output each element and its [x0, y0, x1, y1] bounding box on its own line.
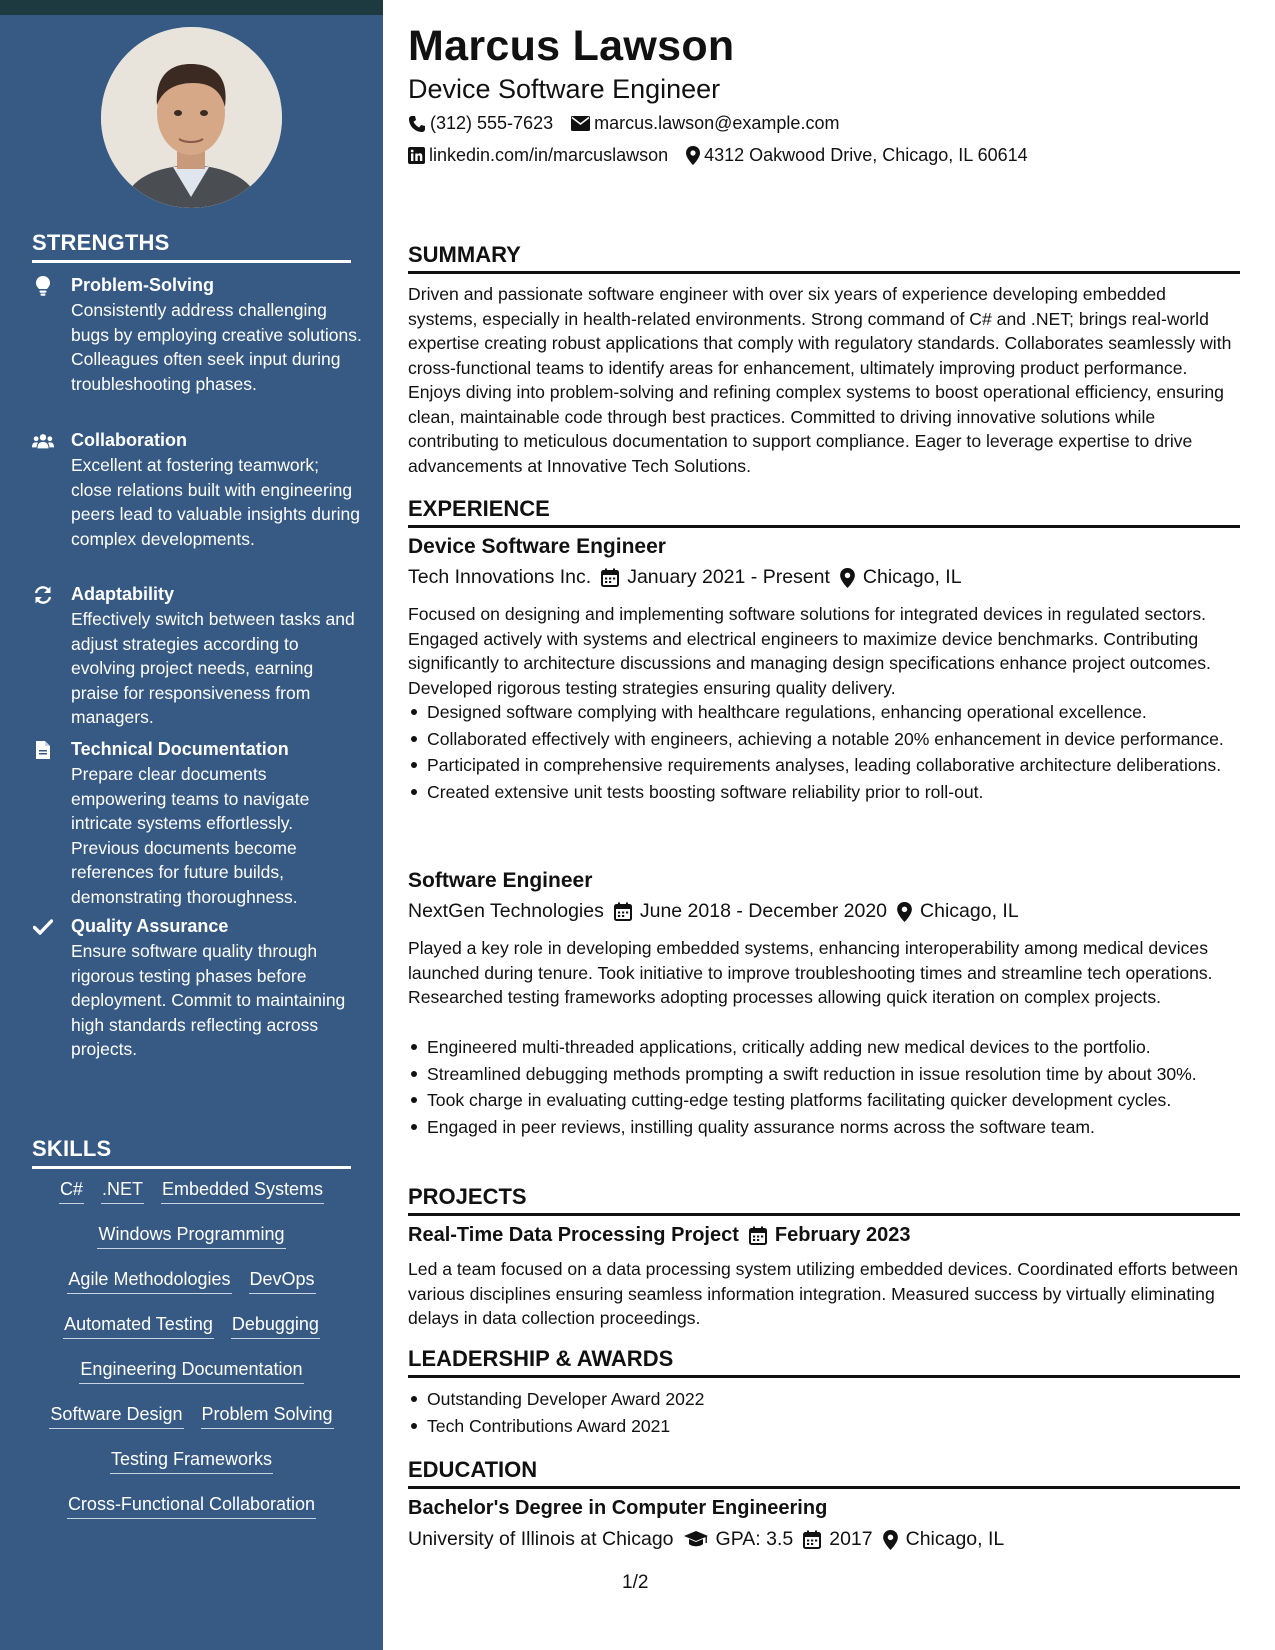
strength-desc: Prepare clear documents empowering teams to navigate intricate systems effortlessly. Previous documents become references for future builds, demonstrating thoroughness.: [71, 764, 310, 907]
users-icon: [32, 431, 54, 451]
project-date-text: February 2023: [774, 1224, 911, 1246]
list-item: Engineered multi-threaded applications, critically adding new medical devices to the portfolio.: [408, 1035, 1240, 1059]
awards-heading: LEADERSHIP & AWARDS: [408, 1346, 1240, 1378]
skill-row: [32, 1268, 351, 1313]
job-dates: [614, 900, 887, 923]
skill-row: [32, 1358, 351, 1403]
job-description: Focused on designing and implementing software solutions for integrated devices in regulated sectors. Engaged actively with systems and electrical engineers to maximize device benchmarks. Contributing significantly to architecture discussions and managing design specifications enhance project outcomes. Developed rigorous testing strategies ensuring quality delivery.: [408, 604, 1211, 698]
skill-tag: Automated Testing: [63, 1313, 214, 1339]
linkedin-icon: [408, 147, 425, 164]
skill-tag: Engineering Documentation: [79, 1358, 303, 1384]
list-item: Outstanding Developer Award 2022: [408, 1387, 1240, 1411]
strength-title: Collaboration: [71, 430, 187, 450]
gpa-text: GPA: 3.5: [715, 1528, 794, 1550]
skill-row: [32, 1223, 351, 1268]
calendar-icon: [803, 1530, 821, 1549]
contact-linkedin[interactable]: [408, 145, 668, 166]
project-date: [749, 1224, 911, 1247]
skill-tag: DevOps: [249, 1268, 316, 1294]
skill-tag: Embedded Systems: [161, 1178, 324, 1204]
job-meta: [408, 900, 1019, 923]
strength-title: Adaptability: [71, 584, 175, 604]
education-heading: EDUCATION: [408, 1457, 1240, 1489]
sidebar-top-bar: [0, 0, 383, 15]
list-item: Streamlined debugging methods prompting a swift reduction in issue resolution time by about 30%.: [408, 1062, 1240, 1086]
strength-desc: Consistently address challenging bugs by employing creative solutions. Colleagues often seek input during troubleshooting phases.: [71, 300, 362, 394]
skill-tag: Windows Programming: [97, 1223, 285, 1249]
strengths-heading: STRENGTHS: [32, 230, 351, 263]
list-item: Engaged in peer reviews, instilling quality assurance norms across the software team.: [408, 1115, 1240, 1139]
map-pin-icon: [840, 568, 855, 588]
list-item: Designed software complying with healthcare regulations, enhancing operational excellence.: [408, 700, 1240, 724]
graduation-cap-icon: [684, 1531, 708, 1548]
year-text: 2017: [829, 1528, 873, 1550]
list-item: Created extensive unit tests boosting software reliability prior to roll-out.: [408, 780, 1240, 804]
education-year: [803, 1528, 872, 1551]
strength-title: Technical Documentation: [71, 739, 289, 759]
job-title: Device Software Engineer: [408, 535, 666, 558]
education-meta: [408, 1528, 1004, 1551]
skill-row: [32, 1448, 351, 1493]
list-item: Tech Contributions Award 2021: [408, 1414, 1240, 1438]
calendar-icon: [614, 902, 632, 921]
linkedin-text: linkedin.com/in/marcuslawson: [429, 145, 669, 165]
phone-icon: [408, 115, 426, 133]
strength-title: Quality Assurance: [71, 916, 229, 936]
skill-tag: Agile Methodologies: [67, 1268, 231, 1294]
avatar: [101, 27, 282, 208]
strength-item: [32, 273, 362, 396]
job-company: Tech Innovations Inc.: [408, 566, 592, 588]
job-dates-text: June 2018 - December 2020: [639, 900, 888, 922]
sync-icon: [32, 585, 54, 605]
skill-tag: Testing Frameworks: [110, 1448, 273, 1474]
project-name: Real-Time Data Processing Project: [408, 1224, 739, 1246]
strength-item: [32, 428, 362, 551]
job-location-text: Chicago, IL: [920, 900, 1019, 922]
address-text: 4312 Oakwood Drive, Chicago, IL 60614: [704, 145, 1028, 165]
job-bullets: [408, 700, 1240, 806]
candidate-title: Device Software Engineer: [408, 74, 721, 104]
strength-desc: Effectively switch between tasks and adjust strategies according to evolving project needs, earning praise for responsiveness from managers.: [71, 609, 355, 727]
job-dates-text: January 2021 - Present: [627, 566, 830, 588]
calendar-icon: [749, 1226, 767, 1245]
job-title: Software Engineer: [408, 869, 593, 892]
contact-email[interactable]: [571, 113, 839, 134]
strength-item: [32, 737, 362, 909]
skills-heading: SKILLS: [32, 1136, 351, 1169]
skill-row: [32, 1178, 351, 1223]
skill-tag: Cross-Functional Collaboration: [67, 1493, 316, 1519]
skill-tag: .NET: [101, 1178, 144, 1204]
contact-address: [686, 145, 1028, 166]
education-location: [883, 1528, 1005, 1551]
awards-list: [408, 1387, 1240, 1440]
school-name: University of Illinois at Chicago: [408, 1528, 674, 1550]
phone-text: (312) 555-7623: [430, 113, 554, 133]
projects-heading: PROJECTS: [408, 1184, 1240, 1216]
strength-desc: Ensure software quality through rigorous testing phases before deployment. Commit to maintaining high standards reflecting across projects.: [71, 941, 346, 1059]
job-location: [897, 900, 1019, 923]
project-description: Led a team focused on a data processing system utilizing embedded devices. Coordinated efforts between various disciplines ensuring seamless information integration. Measured success by virtually eliminating delays in data collection proceedings.: [408, 1259, 1239, 1328]
skill-row: [32, 1313, 351, 1358]
job-description: Played a key role in developing embedded systems, enhancing interoperability among medical devices launched during tenure. Took initiative to improve troubleshooting times and streamline tech operations. Researched testing frameworks adopting processes allowing quick iteration on complex projects.: [408, 938, 1213, 1007]
skill-tag: C#: [59, 1178, 84, 1204]
calendar-icon: [601, 568, 619, 587]
skills-list: [32, 1178, 351, 1538]
summary-heading: SUMMARY: [408, 242, 1240, 274]
contact-phone[interactable]: [408, 113, 553, 134]
experience-heading: EXPERIENCE: [408, 496, 1240, 528]
job-location-text: Chicago, IL: [862, 566, 962, 588]
education-location-text: Chicago, IL: [905, 1528, 1005, 1550]
skill-row: [32, 1403, 351, 1448]
contact-row: [408, 113, 839, 134]
sidebar: [0, 0, 383, 1650]
strength-item: [32, 582, 362, 730]
map-pin-icon: [897, 902, 912, 922]
strength-title: Problem-Solving: [71, 275, 215, 295]
job-meta: [408, 566, 962, 589]
map-pin-icon: [883, 1530, 898, 1550]
page-number: 1/2: [622, 1572, 649, 1593]
document-icon: [32, 740, 54, 760]
list-item: Took charge in evaluating cutting-edge testing platforms facilitating quicker development cycles.: [408, 1088, 1240, 1112]
project-header: [408, 1224, 911, 1247]
skill-tag: Debugging: [231, 1313, 320, 1339]
check-icon: [32, 917, 54, 937]
education-gpa: [684, 1528, 794, 1551]
job-dates: [601, 566, 830, 589]
lightbulb-icon: [32, 276, 54, 296]
job-company: NextGen Technologies: [408, 900, 604, 922]
summary-text: Driven and passionate software engineer with over six years of experience developing embedded systems, especially in health-related environments. Strong command of C# and .NET; brings real-world expertise creating robust applications that comply with regulatory standards. Collaborates seamlessly with cross-functional teams to identify areas for enhancement, ultimately improving product performance. Enjoys diving into problem-solving and refining complex systems to boost operational efficiency, ensuring clean, maintainable code through best practices. Committed to driving innovative solutions while contributing to meticulous documentation to support compliance. Eager to leverage expertise to drive advancements at Innovative Tech Solutions.: [408, 284, 1232, 476]
job-location: [840, 566, 962, 589]
job-bullets: [408, 1035, 1240, 1141]
skill-tag: Software Design: [49, 1403, 183, 1429]
strength-desc: Excellent at fostering teamwork; close relations built with engineering peers lead to valuable insights during complex developments.: [71, 455, 360, 549]
degree-title: Bachelor's Degree in Computer Engineering: [408, 1497, 828, 1519]
email-text: marcus.lawson@example.com: [594, 113, 840, 133]
strength-item: [32, 914, 362, 1062]
list-item: Collaborated effectively with engineers, achieving a notable 20% enhancement in device performance.: [408, 727, 1240, 751]
skill-tag: Problem Solving: [201, 1403, 334, 1429]
envelope-icon: [571, 116, 590, 131]
map-pin-icon: [686, 146, 700, 165]
candidate-name: Marcus Lawson: [408, 22, 735, 70]
skill-row: [32, 1493, 351, 1538]
list-item: Participated in comprehensive requirements analyses, leading collaborative architecture deliberations.: [408, 753, 1240, 777]
contact-row: [408, 145, 1028, 166]
